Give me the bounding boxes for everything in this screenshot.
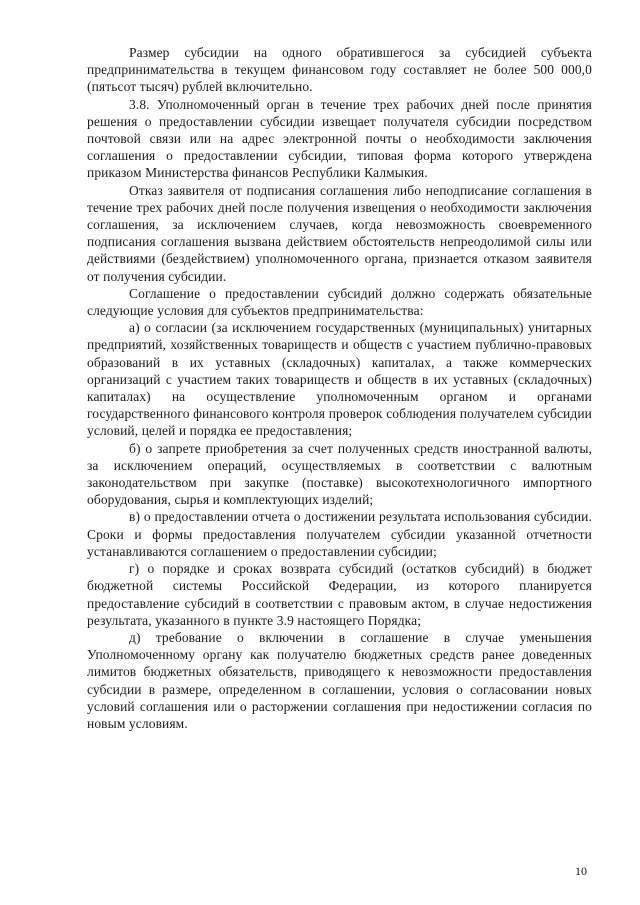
paragraph-agreement-conditions: Соглашение о предоставлении субсидий должно содержать обязательные следующие условия для субъектов предпринимательства: bbox=[87, 285, 592, 319]
paragraph-refusal: Отказ заявителя от подписания соглашения либо неподписание соглашения в течение трех рабочих дней после получения извещения о необходимости заключения соглашения, за исключением случаев, когда невозможность своевременного подписания соглашения вызвана действием обстоятельств непреодолимой силы или действиями (бездействием) уполномоченного органа, признается отказом заявителя от получения субсидии. bbox=[87, 182, 592, 284]
list-item-b: б) о запрете приобретения за счет полученных средств иностранной валюты, за исключением операций, осуществляемых в соответствии с валютным законодательством при закупке (поставке) высокотехнологичного импортного оборудования, сырья и комплектующих изделий; bbox=[87, 440, 592, 508]
list-item-a: а) о согласии (за исключением государственных (муниципальных) унитарных предприятий, хозяйственных товариществ и обществ с участием публично-правовых образований в их уставных (складочных) капиталах, а также коммерческих организаций с участием таких товариществ и обществ в их уставных (складочных) капиталах) на осуществление уполномоченным органом и органами государственного финансового контроля проверок соблюдения получателем субсидии условий, целей и порядка ее предоставления; bbox=[87, 320, 592, 439]
list-item-g: г) о порядке и сроках возврата субсидий (остатков субсидий) в бюджет бюджетной системы Российской Федерации, из которого планируется предоставление субсидий в соответствии с правовым актом, в случае недостижения результата, указанного в пункте 3.9 настоящего Порядка; bbox=[87, 561, 592, 628]
paragraph-3-8: 3.8. Уполномоченный орган в течение трех рабочих дней после принятия решения о предоставлении субсидии извещает получателя субсидии посредством почтовой связи или на адрес электронной почты о необходимости заключения соглашения о предоставлении субсидии, типовая форма которого утверждена приказом Министерства финансов Республики Калмыкия. bbox=[87, 96, 592, 181]
list-item-v: в) о предоставлении отчета о достижении результата использования субсидии. Сроки и формы предоставления получателем субсидии указанной отчетности устанавливаются соглашением о предоставлении субсидии; bbox=[87, 509, 592, 559]
document-body bbox=[87, 44, 592, 732]
page-number: 10 bbox=[575, 864, 587, 878]
paragraph-subsidy-amount: Размер субсидии на одного обратившегося за субсидией субъекта предпринимательства в текущем финансовом году составляет не более 500 000,0 (пятьсот тысяч) рублей включительно. bbox=[87, 45, 592, 95]
list-item-d: д) требование о включении в соглашение в случае уменьшения Уполномоченному органу как получателю бюджетных средств ранее доведенных лимитов бюджетных обязательств, приводящего к невозможности предоставления субсидии в размере, определенном в соглашении, условия о согласовании новых условий соглашения или о расторжении соглашения при недостижении согласия по новым условиям. bbox=[87, 629, 592, 731]
